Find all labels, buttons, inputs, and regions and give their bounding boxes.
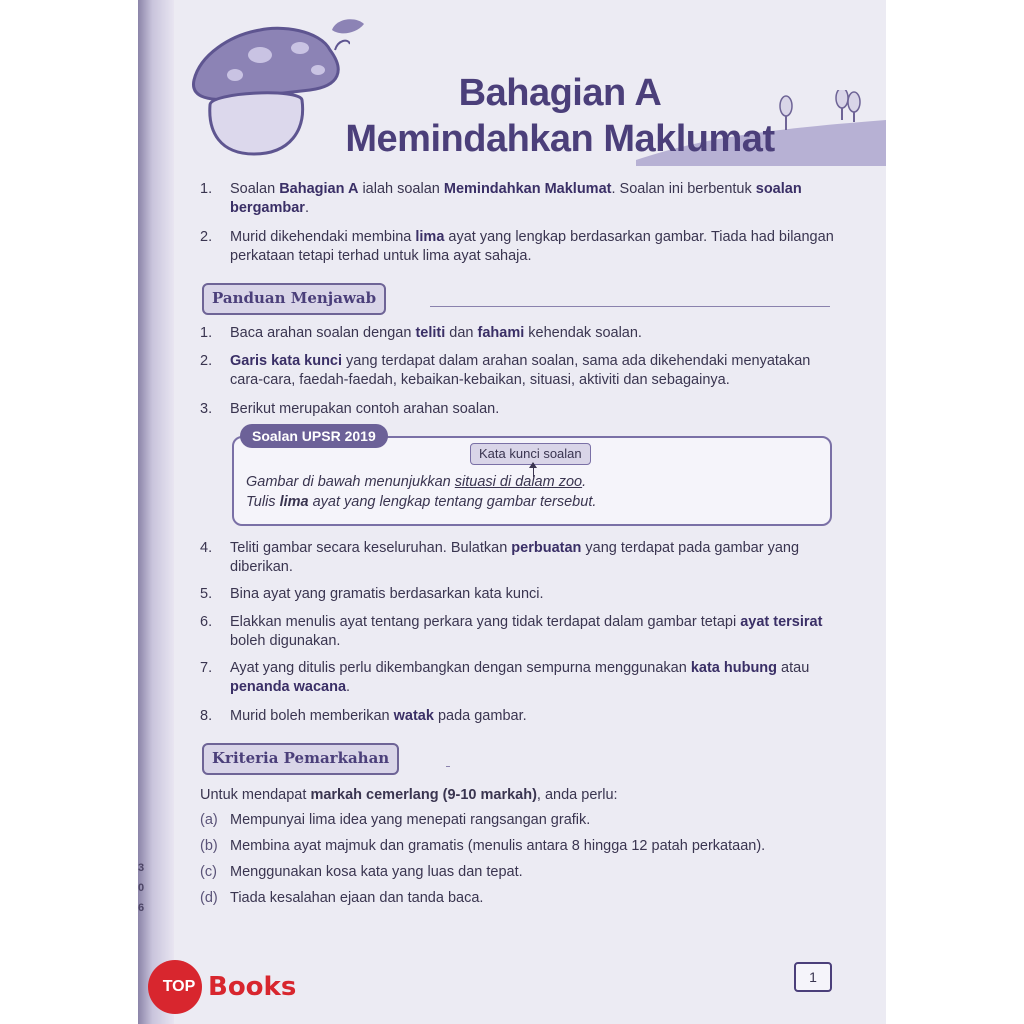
example-text: Gambar di bawah menunjukkan: [246, 474, 455, 490]
guide-item: [200, 659, 840, 697]
criteria-text: Mempunyai lima idea yang menepati rangsangan grafik.: [230, 812, 591, 828]
example-line-1: [246, 474, 586, 490]
title-line-2: Memindahkan Maklumat: [345, 118, 775, 160]
example-line-2: [246, 494, 596, 510]
text-run: pada gambar.: [433, 708, 527, 724]
bold-keyword: Garis kata kunci: [230, 353, 343, 369]
bold-keyword: ayat tersirat: [740, 614, 823, 630]
scan-border-right: [886, 0, 1024, 1024]
bold-keyword: watak: [393, 708, 434, 724]
criteria-intro-bold: markah cemerlang (9-10 markah): [310, 787, 537, 803]
criteria-item: [200, 837, 840, 856]
logo-books-text: Books: [208, 972, 297, 1002]
criteria-intro: [200, 786, 840, 805]
item-text: [230, 180, 840, 218]
item-number: 1.: [200, 181, 213, 197]
item-text: [230, 352, 840, 390]
criteria-intro-text: Untuk mendapat: [200, 787, 311, 803]
keyword-label: Kata kunci soalan: [470, 443, 591, 465]
scan-border-left: [0, 0, 138, 1024]
text-run: dan: [445, 325, 478, 341]
item-text: [230, 539, 840, 577]
text-run: Elakkan menulis ayat tentang perkara yang tidak terdapat dalam gambar tetapi: [230, 614, 741, 630]
guide-item: [200, 400, 840, 419]
page-title: [300, 70, 820, 162]
logo-top-text: TOP: [162, 978, 196, 995]
criteria-letter: (a): [200, 812, 218, 828]
item-text: [230, 585, 840, 604]
item-text: [230, 613, 840, 651]
text-run: .: [304, 200, 309, 216]
intro-item: [200, 180, 840, 218]
text-run: Bina ayat yang gramatis berdasarkan kata kunci.: [230, 586, 544, 602]
section-heading-kriteria: Kriteria Pemarkahan: [202, 743, 399, 775]
guide-item: [200, 324, 840, 343]
criteria-text: Tiada kesalahan ejaan dan tanda baca.: [230, 890, 484, 906]
criteria-letter: (b): [200, 838, 218, 854]
bold-keyword: Bahagian A: [279, 181, 359, 197]
text-run: yang terdapat dalam arahan soalan, sama ada dikehendaki menyatakan cara-cara, faedah-faedah, kebaikan-kebaikan, situasi, aktiviti dan sebagainya.: [230, 353, 811, 388]
item-number: 2.: [200, 353, 213, 369]
text-run: Murid dikehendaki membina: [230, 229, 416, 245]
guide-item: [200, 707, 840, 726]
page-number: 1: [794, 962, 832, 992]
spine-numbers: [138, 858, 154, 918]
topbooks-logo: [148, 960, 308, 1016]
guide-item: [200, 613, 840, 651]
criteria-item: [200, 889, 840, 908]
text-run: Soalan: [230, 181, 280, 197]
text-run: ayat yang lengkap berdasarkan gambar. Tiada had bilangan perkataan tetapi terhad untuk lima ayat sahaja.: [230, 229, 834, 264]
text-run: . Soalan ini berbentuk: [611, 181, 756, 197]
example-tab: Soalan UPSR 2019: [240, 424, 388, 448]
text-run: atau: [777, 660, 810, 676]
item-number: 5.: [200, 586, 213, 602]
example-text: Tulis: [246, 494, 280, 510]
spine-number: 6: [138, 902, 145, 914]
item-number: 8.: [200, 708, 213, 724]
example-keyword: situasi di dalam zoo: [454, 474, 583, 490]
spine-number: 3: [138, 862, 145, 874]
example-bold: lima: [279, 494, 309, 510]
criteria-intro-text: , anda perlu:: [536, 787, 618, 803]
item-number: 4.: [200, 540, 213, 556]
item-text: [230, 659, 840, 697]
item-text: [230, 400, 840, 419]
bold-keyword: soalan bergambar: [230, 181, 802, 216]
bold-keyword: fahami: [477, 325, 525, 341]
section-heading-panduan: Panduan Menjawab: [202, 283, 386, 315]
bold-keyword: perbuatan: [511, 540, 582, 556]
title-line-1: Bahagian A: [458, 72, 662, 114]
text-run: Baca arahan soalan dengan: [230, 325, 416, 341]
criteria-item: [200, 863, 840, 882]
criteria-text: Menggunakan kosa kata yang luas dan tepat.: [230, 864, 523, 880]
spine-number: 0: [138, 882, 145, 894]
section-divider: [446, 766, 450, 767]
text-run: Ayat yang ditulis perlu dikembangkan dengan sempurna menggunakan: [230, 660, 691, 676]
example-text: ayat yang lengkap tentang gambar tersebut.: [308, 494, 597, 510]
bold-keyword: kata hubung: [690, 660, 778, 676]
item-text: [230, 228, 840, 266]
item-text: [230, 707, 840, 726]
item-number: 3.: [200, 401, 213, 417]
item-number: 6.: [200, 614, 213, 630]
text-run: Berikut merupakan contoh arahan soalan.: [230, 401, 500, 417]
text-run: kehendak soalan.: [524, 325, 642, 341]
leaf-decoration: [330, 16, 366, 36]
criteria-text: Membina ayat majmuk dan gramatis (menulis antara 8 hingga 12 patah perkataan).: [230, 838, 766, 854]
text-run: .: [346, 679, 351, 695]
text-run: yang terdapat pada gambar yang diberikan.: [230, 540, 800, 575]
item-number: 1.: [200, 325, 213, 341]
criteria-letter: (d): [200, 890, 218, 906]
bold-keyword: lima: [415, 229, 445, 245]
guide-item: [200, 352, 840, 390]
text-run: Teliti gambar secara keseluruhan. Bulatkan: [230, 540, 512, 556]
item-number: 7.: [200, 660, 213, 676]
criteria-item: [200, 811, 840, 830]
intro-item: [200, 228, 840, 266]
bold-keyword: penanda wacana: [230, 679, 347, 695]
text-run: ialah soalan: [358, 181, 444, 197]
item-number: 2.: [200, 229, 213, 245]
bold-keyword: Memindahkan Maklumat: [443, 181, 612, 197]
example-text: .: [582, 474, 587, 490]
text-run: boleh digunakan.: [230, 633, 341, 649]
guide-item: [200, 539, 840, 577]
section-divider: [430, 306, 830, 307]
item-text: [230, 324, 840, 343]
criteria-letter: (c): [200, 864, 217, 880]
bold-keyword: teliti: [415, 325, 446, 341]
text-run: Murid boleh memberikan: [230, 708, 394, 724]
guide-item: [200, 585, 840, 604]
arrow-head-icon: [529, 462, 537, 468]
